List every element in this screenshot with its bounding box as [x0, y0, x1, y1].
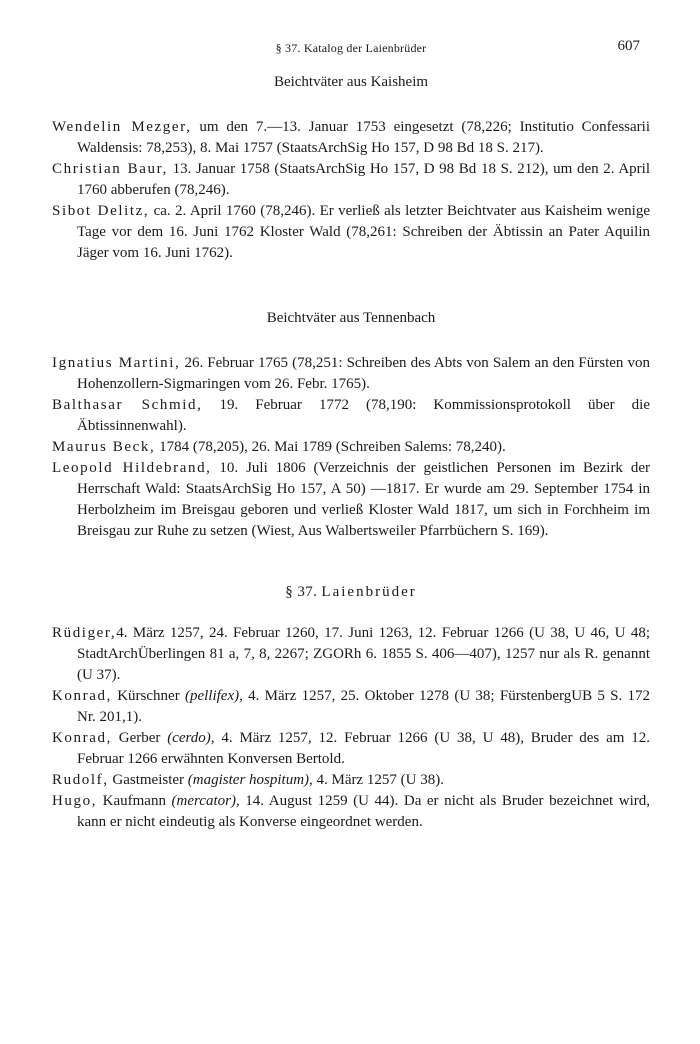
entry-text: , 4. März 1257, 25. Oktober 1278 (U 38; FürstenbergUB 5 S. 172 Nr. 201,1). [77, 688, 650, 725]
entry-text: 4. März 1257, 24. Februar 1260, 17. Juni 1263, 12. Februar 1266 (U 38, U 46, U 48; StadtArchÜberlingen 81 a, 7, 8, 2267; ZGORh 6. 1855 S. 406—407), 1257 nur als R. genannt (U 37). [77, 625, 650, 683]
entry-name: Christian Baur, [52, 161, 168, 177]
entry-text: 26. Februar 1765 (78,251: Schreiben des Abts von Salem an den Fürsten von Hohenzollern-Sigmaringen vom 26. Febr. 1765). [77, 355, 650, 392]
entry-hugo [52, 791, 650, 833]
running-head-title: § 37. Katalog der Laienbrüder [275, 41, 427, 55]
entry-wendelin-mezger [52, 117, 650, 159]
section-title: Laienbrüder [321, 584, 417, 600]
entry-occupation: Kürschner [111, 688, 185, 704]
entry-rudolf [52, 770, 650, 791]
running-head [52, 38, 650, 60]
entry-name: Maurus Beck, [52, 439, 156, 455]
entry-latin-term: (magister hospitum) [187, 772, 310, 788]
entry-name: Rüdiger, [52, 625, 117, 641]
book-page [52, 38, 650, 833]
entry-name: Balthasar Schmid, [52, 397, 203, 413]
entry-ignatius-martini [52, 353, 650, 395]
entry-text: , 4. März 1257, 12. Februar 1266 (U 38, U 48), Bruder des am 12. Februar 1266 erwähnten Konversen Bertold. [77, 730, 650, 767]
section-heading-laienbrueder [52, 584, 650, 601]
entry-christian-baur [52, 159, 650, 201]
entry-occupation: Kaufmann [97, 793, 172, 809]
section-number: § 37. [285, 584, 318, 600]
entry-text: ca. 2. April 1760 (78,246). Er verließ als letzter Beichtvater aus Kaisheim wenige Tage vor dem 16. Juni 1762 Kloster Wald (78,261: Schreiben der Äbtissin an Pater Aquilin Jäger vom 16. Juni 1762). [77, 203, 650, 261]
entry-leopold-hildebrand [52, 458, 650, 542]
entry-text: 10. Juli 1806 (Verzeichnis der geistlichen Personen im Bezirk der Herrschaft Wald: StaatsArchSig Ho 157, A 50) —1817. Er wurde am 29. September 1754 in Herbolzheim im Breisgau geboren und verließ Kloster Wald 1817, um sich in Forchheim im Breisgau zur Ruhe zu setzen (Wiest, Aus Walbertsweiler Pfarrbüchern S. 169). [77, 460, 650, 539]
entry-name: Konrad, [52, 688, 112, 704]
entry-name: Leopold Hildebrand, [52, 460, 212, 476]
entry-name: Wendelin Mezger, [52, 119, 192, 135]
entry-text: 1784 (78,205), 26. Mai 1789 (Schreiben Salems: 78,240). [155, 439, 506, 455]
entry-ruediger [52, 623, 650, 686]
entry-latin-term: (cerdo) [167, 730, 211, 746]
page-number: 607 [617, 38, 640, 54]
entry-name: Sibot Delitz, [52, 203, 150, 219]
entry-sibot-delitz [52, 201, 650, 264]
entry-text: um den 7.—13. Januar 1753 eingesetzt (78,226; Institutio Confessarii Waldensis: 78,253), 8. Mai 1757 (StaatsArchSig Ho 157, D 98 Bd 18 S. 217). [77, 119, 650, 156]
entry-name: Hugo, [52, 793, 98, 809]
entry-latin-term: (pellifex) [184, 688, 240, 704]
section-heading-tennenbach: Beichtväter aus Tennenbach [266, 310, 436, 326]
entry-name: Rudolf, [52, 772, 109, 788]
entry-konrad-kuerschner [52, 686, 650, 728]
entry-konrad-gerber [52, 728, 650, 770]
entry-occupation: Gastmeister [108, 772, 188, 788]
entry-text: 19. Februar 1772 (78,190: Kommissionsprotokoll über die Äbtissinnenwahl). [77, 397, 650, 434]
entry-name: Konrad, [52, 730, 112, 746]
entry-occupation: Gerber [111, 730, 168, 746]
entry-latin-term: (mercator) [171, 793, 236, 809]
entry-balthasar-schmid [52, 395, 650, 437]
entry-text: 13. Januar 1758 (StaatsArchSig Ho 157, D 98 Bd 18 S. 212), um den 2. April 1760 abberufen (78,246). [77, 161, 651, 198]
entry-text: , 14. August 1259 (U 44). Da er nicht als Bruder bezeichnet wird, kann er nicht eindeutig als Konverse eingeordnet werden. [77, 793, 650, 830]
section-heading-kaisheim: Beichtväter aus Kaisheim [273, 74, 429, 90]
entry-maurus-beck [52, 437, 650, 458]
entry-name: Ignatius Martini, [52, 355, 181, 371]
entry-text: , 4. März 1257 (U 38). [309, 772, 445, 788]
